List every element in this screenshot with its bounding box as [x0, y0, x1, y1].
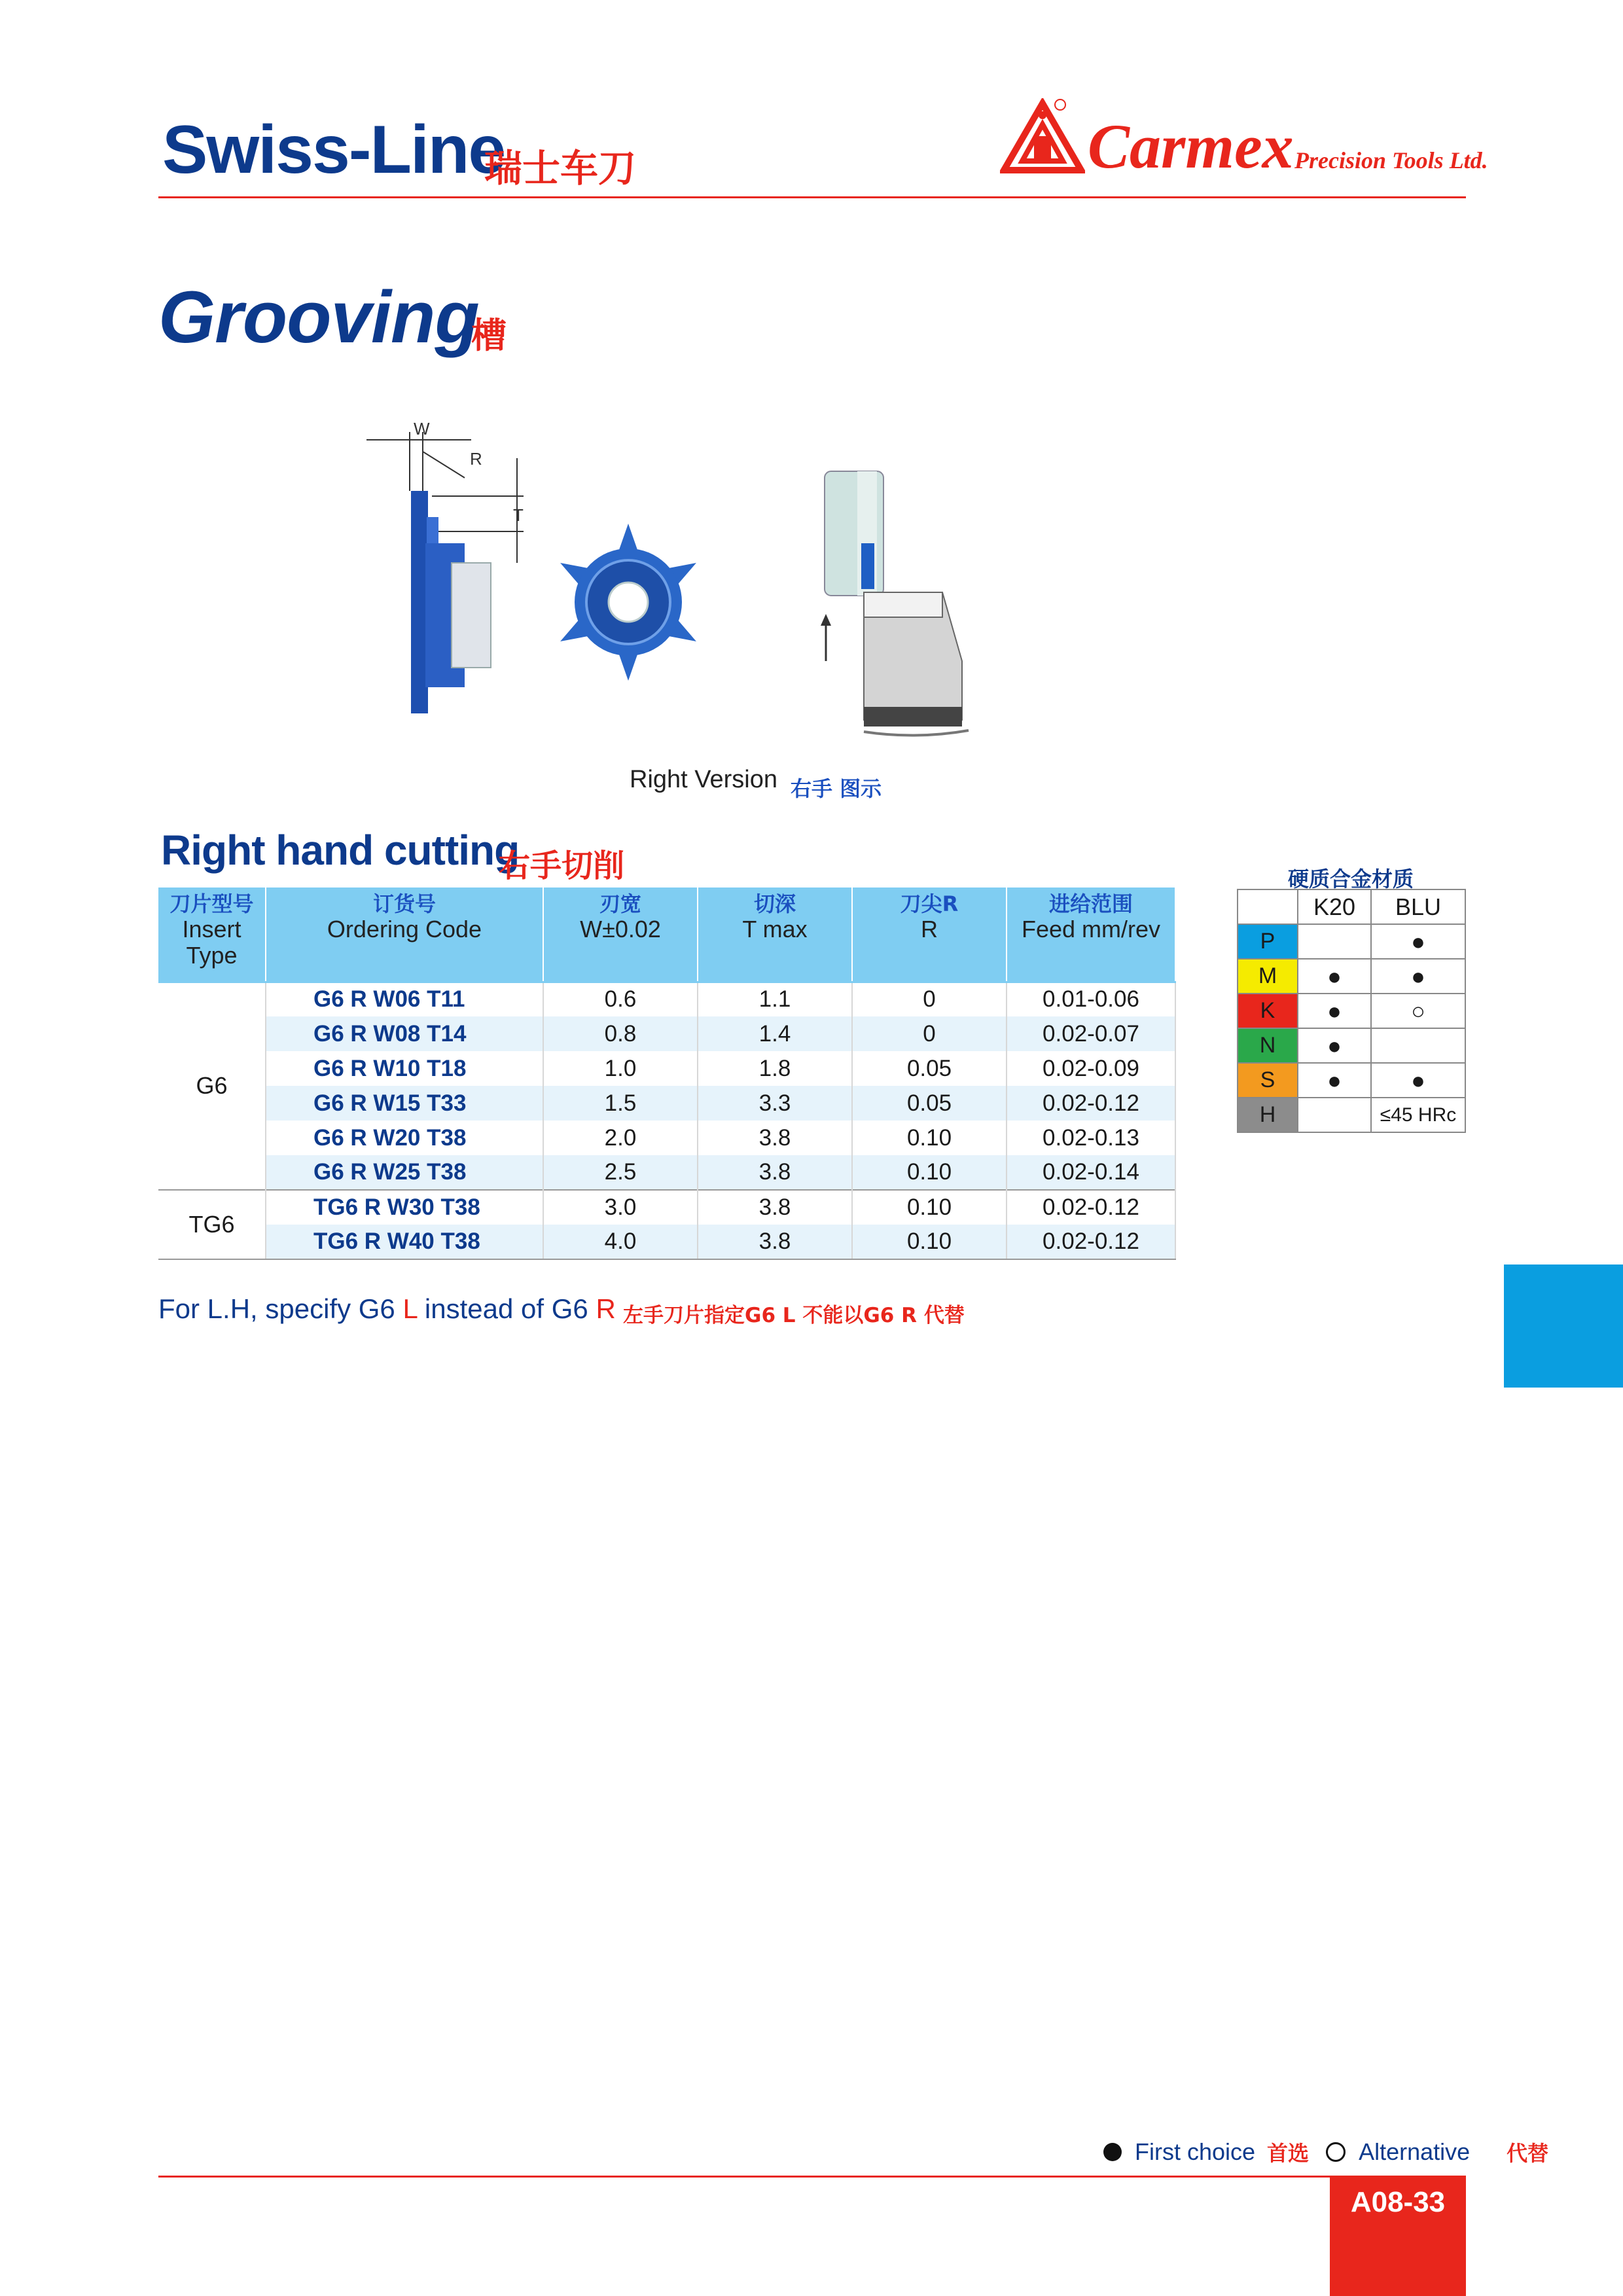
feed-cell: 0.02-0.14	[1007, 1155, 1175, 1190]
material-row	[1238, 959, 1465, 994]
legend	[1103, 2136, 1548, 2168]
ordering-code: G6 R W06 T11	[266, 982, 543, 1016]
depth-cell: 1.8	[698, 1051, 852, 1086]
legend-alternative: Alternative	[1359, 2138, 1471, 2165]
feed-cell: 0.02-0.09	[1007, 1051, 1175, 1086]
alternative-ring-icon	[1326, 2142, 1346, 2162]
page-number: A08-33	[1350, 2186, 1446, 2218]
left-hand-note	[158, 1293, 616, 1325]
depth-cell: 3.8	[698, 1121, 852, 1155]
caption-right-version: Right Version	[630, 766, 778, 793]
width-cell: 2.5	[543, 1155, 698, 1190]
radius-cell: 0.10	[852, 1121, 1007, 1155]
radius-cell: 0.10	[852, 1155, 1007, 1190]
blu-mark: ○	[1371, 994, 1465, 1028]
insert-illustration	[353, 412, 1047, 753]
note-highlight-r: R	[596, 1293, 616, 1324]
section-tab-marker	[1504, 1265, 1623, 1388]
header-title: Swiss-Line	[162, 112, 505, 188]
header-feed: 进给范围 Feed mm/rev	[1007, 888, 1175, 982]
radius-cell: 0.10	[852, 1225, 1007, 1259]
table-row	[158, 1016, 1175, 1051]
material-grade-title: 硬质合金材质	[1288, 867, 1414, 891]
depth-cell: 1.1	[698, 982, 852, 1016]
ordering-code: TG6 R W30 T38	[266, 1190, 543, 1225]
depth-cell: 3.3	[698, 1086, 852, 1121]
material-row	[1238, 924, 1465, 959]
depth-cell: 3.8	[698, 1225, 852, 1259]
depth-cell: 1.4	[698, 1016, 852, 1051]
left-hand-note-cn: 左手刀片指定G6 L 不能以G6 R 代替	[623, 1304, 965, 1327]
header-title-cn: 瑞士车刀	[484, 146, 637, 190]
material-label-m: M	[1238, 959, 1298, 994]
blu-mark	[1371, 1028, 1465, 1063]
material-row	[1238, 1063, 1465, 1098]
material-row	[1238, 1028, 1465, 1063]
header-radius: 刀尖R R	[852, 888, 1007, 982]
insert-side-view	[366, 419, 524, 713]
ordering-code: G6 R W08 T14	[266, 1016, 543, 1051]
width-cell: 0.6	[543, 982, 698, 1016]
ordering-code: G6 R W20 T38	[266, 1121, 543, 1155]
ordering-code: G6 R W10 T18	[266, 1051, 543, 1086]
feed-cell: 0.02-0.12	[1007, 1190, 1175, 1225]
material-corner-cell	[1238, 889, 1298, 924]
k20-mark: ●	[1298, 959, 1371, 994]
section-title: Grooving	[158, 276, 479, 358]
header-insert-type: 刀片型号 Insert Type	[158, 888, 266, 982]
insert-front-view	[551, 524, 705, 681]
width-cell: 2.0	[543, 1121, 698, 1155]
group-cell: G6	[158, 982, 266, 1190]
note-part: instead of G6	[417, 1293, 596, 1324]
table-title: Right hand cutting	[161, 827, 520, 874]
legend-alternative-cn: 代替	[1507, 2141, 1549, 2166]
grooving-inserts-table	[158, 888, 1176, 1260]
brand-name: Carmex	[1088, 111, 1294, 181]
radius-cell: 0	[852, 982, 1007, 1016]
k20-mark: ●	[1298, 1063, 1371, 1098]
holder-view	[821, 471, 969, 736]
dim-t-label: T	[513, 505, 524, 525]
material-row	[1238, 1098, 1465, 1132]
material-label-k: K	[1238, 994, 1298, 1028]
note-highlight-l: L	[402, 1293, 418, 1324]
header-depth: 切深 T max	[698, 888, 852, 982]
header-divider	[158, 196, 1466, 198]
brand-subtitle: Precision Tools Ltd.	[1294, 147, 1488, 173]
table-row	[158, 1121, 1175, 1155]
feed-cell: 0.02-0.13	[1007, 1121, 1175, 1155]
ordering-code: G6 R W25 T38	[266, 1155, 543, 1190]
material-label-n: N	[1238, 1028, 1298, 1063]
depth-cell: 3.8	[698, 1190, 852, 1225]
k20-mark: ●	[1298, 994, 1371, 1028]
grade-blu-header: BLU	[1371, 889, 1465, 924]
feed-cell: 0.02-0.12	[1007, 1086, 1175, 1121]
material-label-s: S	[1238, 1063, 1298, 1098]
first-choice-dot-icon	[1103, 2143, 1122, 2161]
header-ordering-code: 订货号 Ordering Code	[266, 888, 543, 982]
blu-mark: ●	[1371, 924, 1465, 959]
material-grade-table	[1237, 889, 1466, 1133]
k20-mark	[1298, 924, 1371, 959]
section-title-cn: 槽	[471, 315, 507, 356]
table-row	[158, 982, 1175, 1016]
ordering-code: TG6 R W40 T38	[266, 1225, 543, 1259]
grade-k20-header: K20	[1298, 889, 1371, 924]
feed-cell: 0.02-0.12	[1007, 1225, 1175, 1259]
table-title-cn: 右手切削	[499, 848, 625, 884]
radius-cell: 0.10	[852, 1190, 1007, 1225]
width-cell: 0.8	[543, 1016, 698, 1051]
carmex-logo-icon	[1000, 98, 1085, 177]
table-row	[158, 1086, 1175, 1121]
blu-mark: ≤45 HRc	[1371, 1098, 1465, 1132]
legend-first-choice-cn: 首选	[1267, 2141, 1310, 2166]
table-header-row	[158, 888, 1175, 982]
footer-divider	[158, 2176, 1466, 2178]
table-row	[158, 1155, 1175, 1190]
material-label-h: H	[1238, 1098, 1298, 1132]
width-cell: 4.0	[543, 1225, 698, 1259]
ordering-code: G6 R W15 T33	[266, 1086, 543, 1121]
material-label-p: P	[1238, 924, 1298, 959]
legend-first-choice: First choice	[1135, 2138, 1256, 2165]
width-cell: 1.5	[543, 1086, 698, 1121]
dim-w-label: W	[414, 419, 430, 439]
width-cell: 1.0	[543, 1051, 698, 1086]
feed-cell: 0.02-0.07	[1007, 1016, 1175, 1051]
radius-cell: 0	[852, 1016, 1007, 1051]
depth-cell: 3.8	[698, 1155, 852, 1190]
table-row	[158, 1190, 1175, 1225]
table-row	[158, 1225, 1175, 1259]
radius-cell: 0.05	[852, 1051, 1007, 1086]
table-row	[158, 1051, 1175, 1086]
k20-mark: ●	[1298, 1028, 1371, 1063]
blu-mark: ●	[1371, 959, 1465, 994]
header-width: 刃宽 W±0.02	[543, 888, 698, 982]
dim-r-label: R	[470, 449, 482, 469]
blu-mark: ●	[1371, 1063, 1465, 1098]
feed-cell: 0.01-0.06	[1007, 982, 1175, 1016]
width-cell: 3.0	[543, 1190, 698, 1225]
group-cell: TG6	[158, 1190, 266, 1259]
radius-cell: 0.05	[852, 1086, 1007, 1121]
caption-right-version-cn: 右手 图示	[791, 776, 882, 801]
material-row	[1238, 994, 1465, 1028]
k20-mark	[1298, 1098, 1371, 1132]
material-header-row	[1238, 889, 1465, 924]
note-part: For L.H, specify G6	[158, 1293, 403, 1324]
